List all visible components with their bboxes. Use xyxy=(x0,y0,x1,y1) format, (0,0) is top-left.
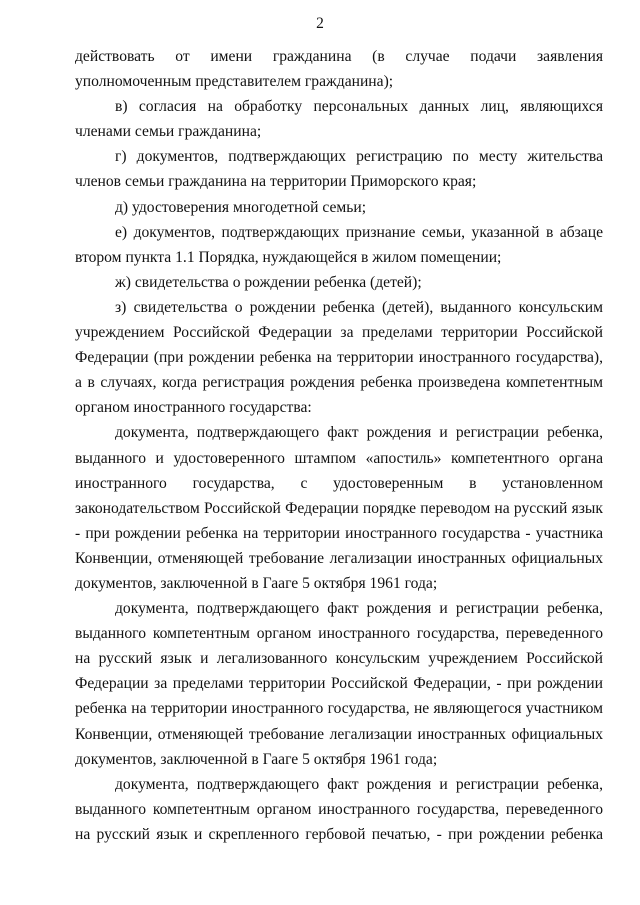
document-body xyxy=(75,44,603,847)
paragraph-apostille-document: документа, подтверждающего факт рождения и регистрации ребенка, выданного и удостоверенного штампом «апостиль» компетентного органа иностранного государства, с удостоверенным в установленном законодательством Российской Федерации порядке переводом на русский язык - при рождении ребенка на территории иностранного государства - участника Конвенции, отменяющей требование легализации иностранных официальных документов, заключенной в Гааге 5 октября 1961 года; xyxy=(75,424,603,592)
paragraph-consent-item-v: в) согласия на обработку персональных данных лиц, являющихся членами семьи гражданина; xyxy=(75,98,603,141)
paragraph-certificate-item-d: д) удостоверения многодетной семьи; xyxy=(115,198,367,216)
paragraph-documents-item-e: е) документов, подтверждающих признание семьи, указанной в абзаце втором пункта 1.1 Порядка, нуждающейся в жилом помещении; xyxy=(75,223,603,266)
paragraph-birth-certificate-item-zh: ж) свидетельства о рождении ребенка (детей); xyxy=(115,273,422,291)
paragraph-legalized-document: документа, подтверждающего факт рождения и регистрации ребенка, выданного компетентным органом иностранного государства, переведенного на русский язык и легализованного консульским учреждением Российской Федерации за пределами территории Российской Федерации, - при рождении ребенка на территории иностранного государства, не являющегося участником Конвенции, отменяющей требование легализации иностранных официальных документов, заключенной в Гааге 5 октября 1961 года; xyxy=(75,600,603,768)
paragraph-continuation: действовать от имени гражданина (в случае подачи заявления уполномоченным представителем гражданина); xyxy=(75,48,603,91)
paragraph-consular-certificate-item-z: з) свидетельства о рождении ребенка (детей), выданного консульским учреждением Российской Федерации за пределами территории Российской Федерации (при рождении ребенка на территории иностранного государства), а в случаях, когда регистрация рождения ребенка произведена компетентным органом иностранного государства: xyxy=(75,298,603,417)
page-number: 2 xyxy=(316,15,324,32)
paragraph-sealed-document: документа, подтверждающего факт рождения и регистрации ребенка, выданного компетентным органом иностранного государства, переведенного на русский язык и скрепленного гербовой печатью, - при рождении ребенка xyxy=(75,775,603,843)
paragraph-registration-item-g: г) документов, подтверждающих регистрацию по месту жительства членов семьи гражданина на территории Приморского края; xyxy=(75,148,603,191)
